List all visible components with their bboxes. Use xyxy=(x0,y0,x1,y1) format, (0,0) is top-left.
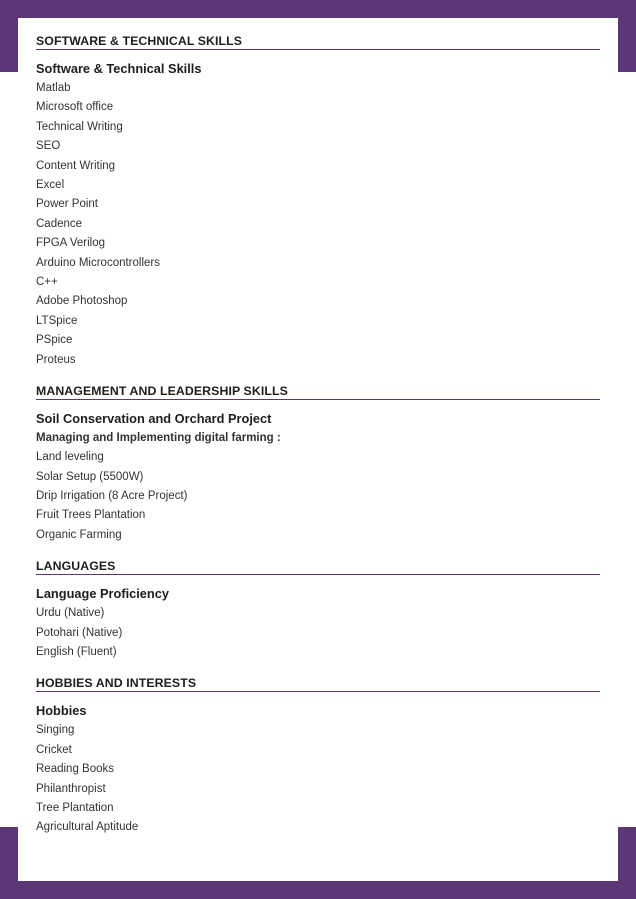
resume-page xyxy=(36,33,600,838)
section-subtitle: Hobbies xyxy=(36,703,87,719)
list-item: Matlab xyxy=(36,82,71,94)
list-item: Drip Irrigation (8 Acre Project) xyxy=(36,489,188,502)
list-item: Urdu (Native) xyxy=(36,607,105,620)
list-item: Microsoft office xyxy=(36,101,114,114)
page-border-top xyxy=(0,0,636,18)
list-item: C++ xyxy=(36,276,58,289)
list-item: Proteus xyxy=(36,353,76,366)
list-item: LTSpice xyxy=(36,314,78,327)
section-subtitle: Language Proficiency xyxy=(36,586,169,602)
section-languages xyxy=(36,558,600,662)
list-item: Arduino Microcontrollers xyxy=(36,256,160,269)
section-header: HOBBIES AND INTERESTS xyxy=(36,675,600,692)
section-header: MANAGEMENT AND LEADERSHIP SKILLS xyxy=(36,383,600,400)
list-item: Cricket xyxy=(36,743,72,756)
section-subtitle: Software & Technical Skills xyxy=(36,61,202,76)
list-item: Technical Writing xyxy=(36,120,123,133)
section-software-skills xyxy=(36,33,600,370)
list-item: Tree Plantation xyxy=(36,801,114,814)
section-header: SOFTWARE & TECHNICAL SKILLS xyxy=(36,33,600,50)
section-hobbies xyxy=(36,675,600,837)
list-item: Fruit Trees Plantation xyxy=(36,509,146,522)
list-item: Cadence xyxy=(36,217,83,230)
list-item: Potohari (Native) xyxy=(36,626,123,639)
list-item: PSpice xyxy=(36,334,73,347)
page-border-corner-top-right xyxy=(618,0,636,72)
list-item: Reading Books xyxy=(36,763,114,776)
list-item: Singing xyxy=(36,724,75,737)
section-note: Managing and Implementing digital farming : xyxy=(36,432,281,445)
page-border-corner-bottom-right xyxy=(618,827,636,899)
list-item: Organic Farming xyxy=(36,528,122,541)
skills-list xyxy=(36,79,600,370)
section-management-skills xyxy=(36,383,600,545)
page-border-bottom xyxy=(0,881,636,899)
section-header: LANGUAGES xyxy=(36,558,600,575)
hobbies-list xyxy=(36,721,600,837)
management-list xyxy=(36,448,600,545)
languages-list xyxy=(36,604,600,662)
list-item: Agricultural Aptitude xyxy=(36,821,139,834)
list-item: Land leveling xyxy=(36,451,104,464)
list-item: Philanthropist xyxy=(36,782,106,795)
section-subtitle: Soil Conservation and Orchard Project xyxy=(36,411,272,427)
list-item: English (Fluent) xyxy=(36,645,117,658)
list-item: SEO xyxy=(36,140,61,153)
list-item: Power Point xyxy=(36,198,99,211)
list-item: Content Writing xyxy=(36,159,116,172)
list-item: Excel xyxy=(36,179,65,192)
list-item: Adobe Photoshop xyxy=(36,295,128,308)
list-item: Solar Setup (5500W) xyxy=(36,470,144,483)
list-item: FPGA Verilog xyxy=(36,237,106,250)
page-border-corner-bottom-left xyxy=(0,827,18,899)
page-border-corner-top-left xyxy=(0,0,18,72)
